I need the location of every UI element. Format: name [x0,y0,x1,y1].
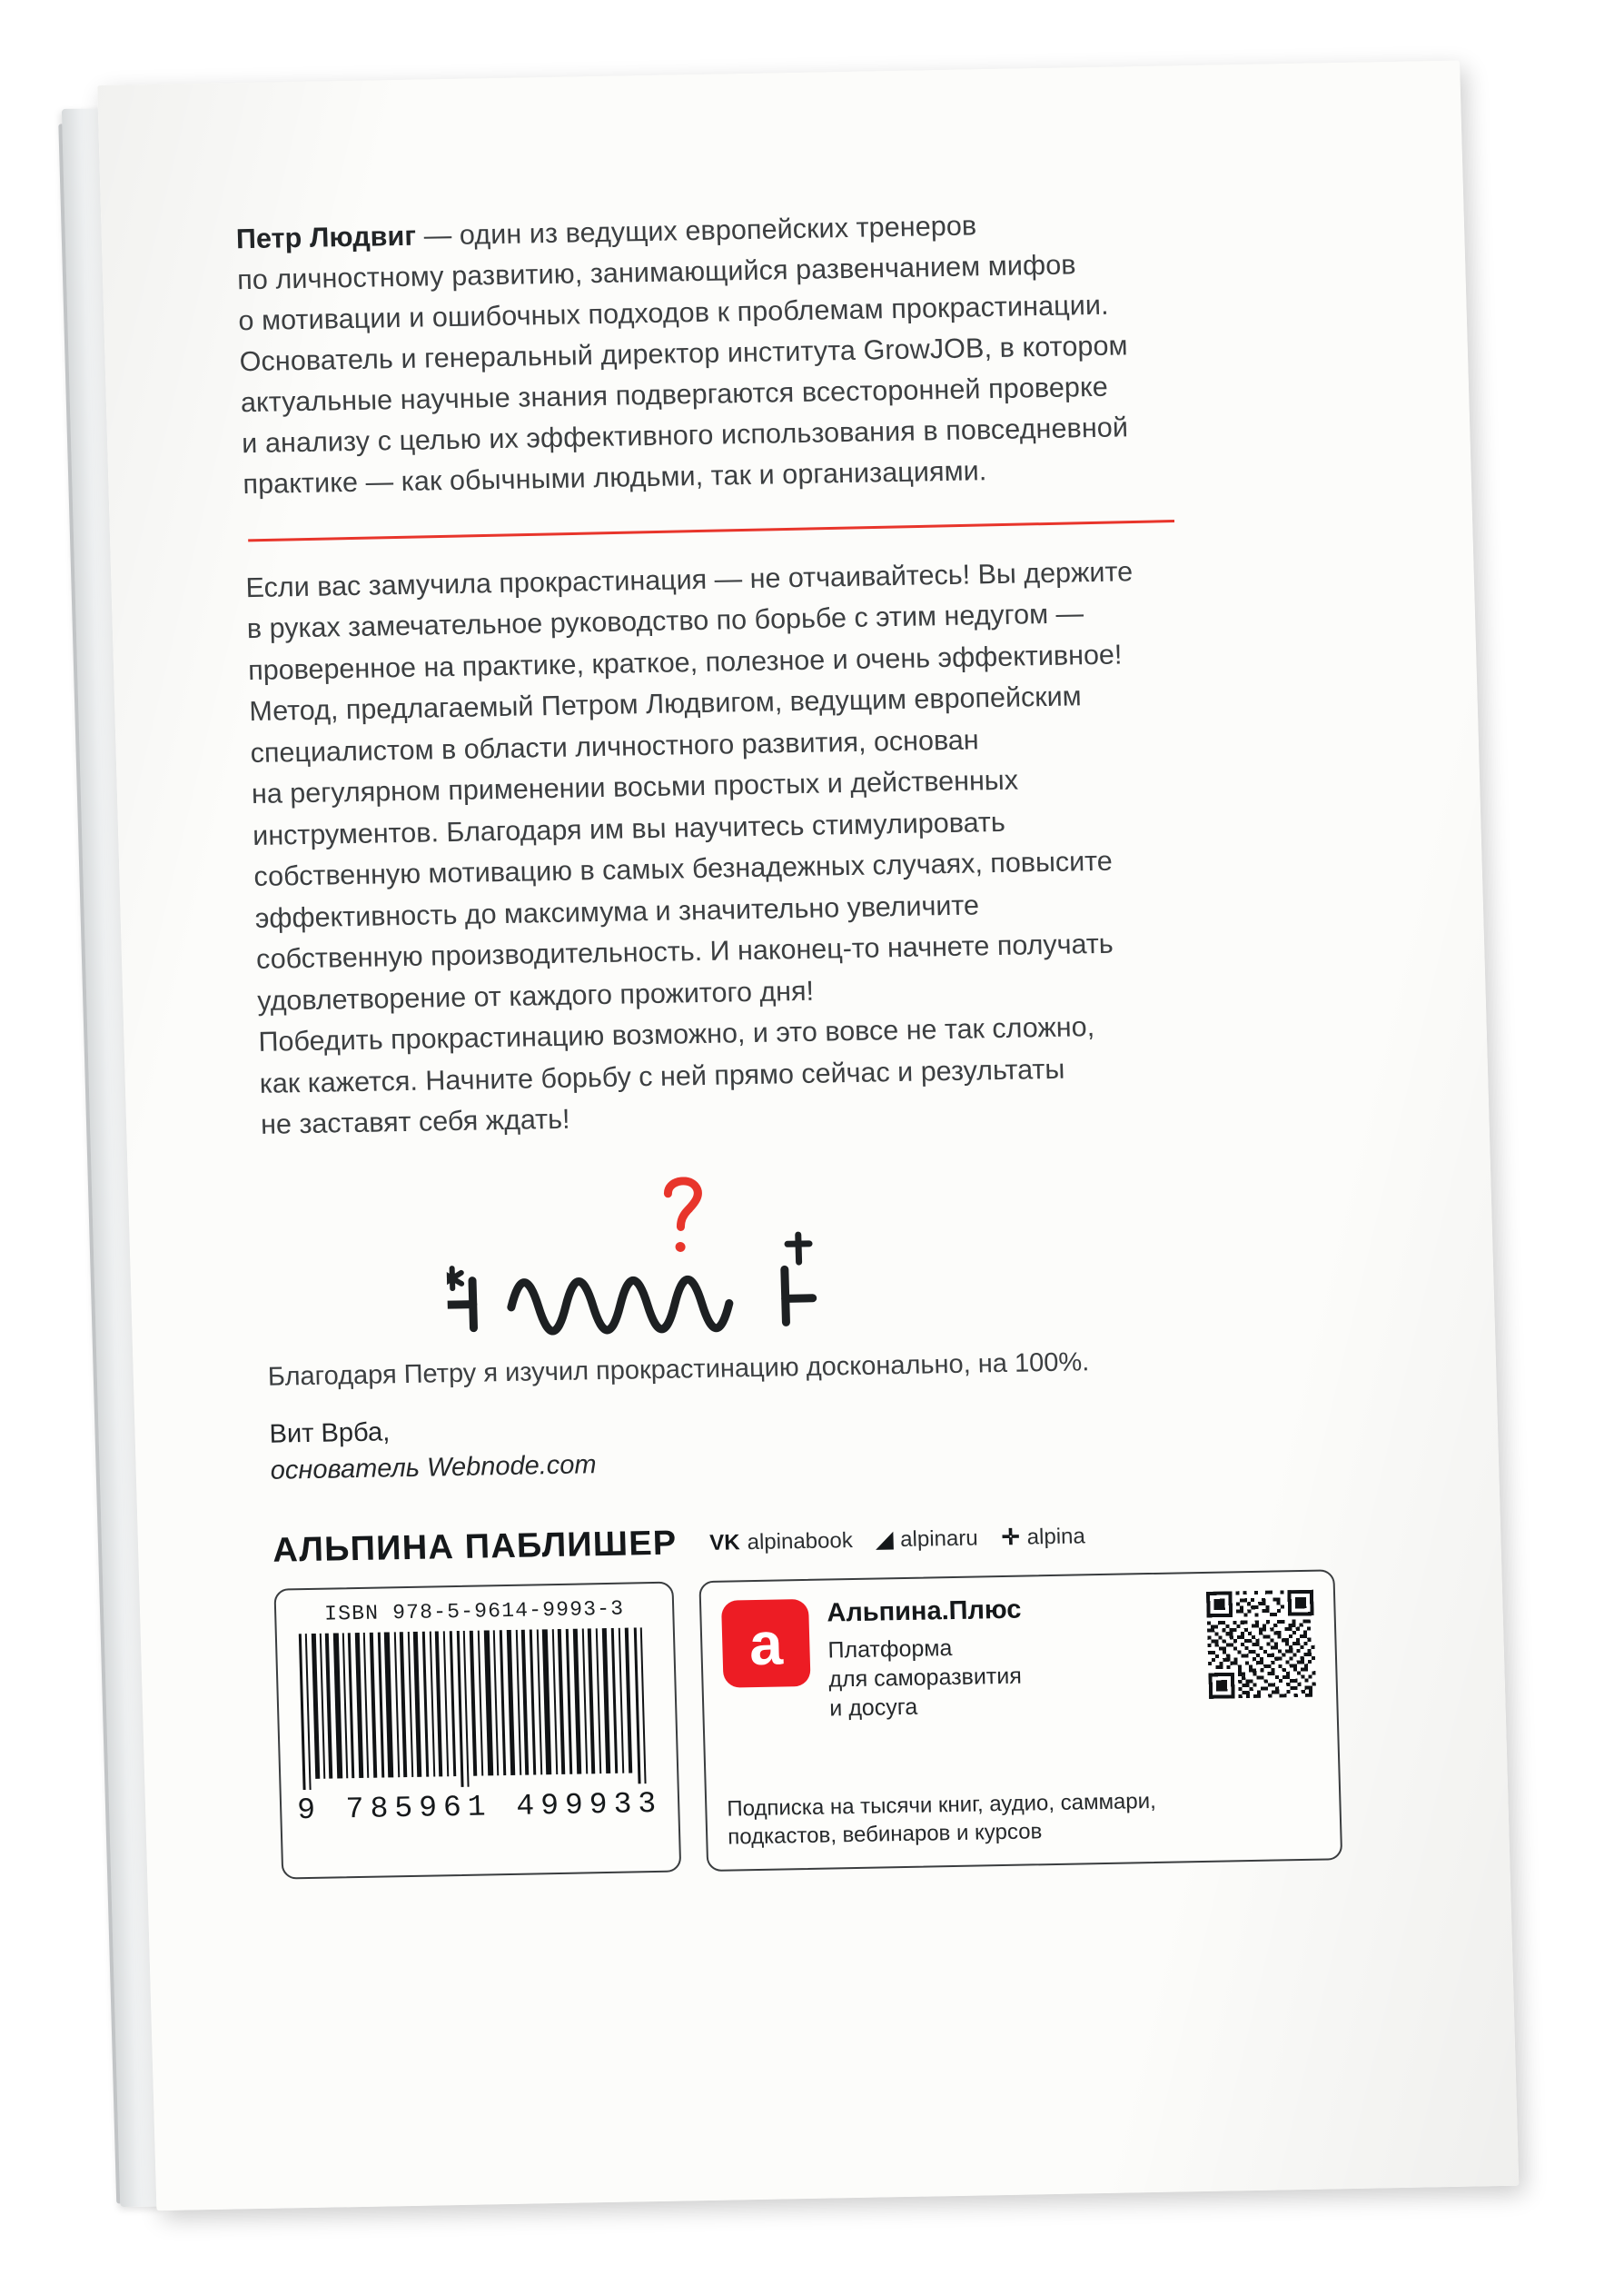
book-cover [97,61,1519,2211]
author-bio-text: — один из ведущих европейских тренеров по личностному развитию, занимающийся развенчанием мифов о мотивации и ошибочных подходов к проблемам прокрастинации. Основатель и генеральный директор института GrowJOB, в котором актуальные научные знания подвергаются всесторонней проверке и анализу с целью их эффективного использования в повседневной практике — как обычными людьми, так и организациями. [236,210,1129,501]
social-link-telegram[interactable] [876,1525,978,1553]
publisher-name: АЛЬПИНА ПАБЛИШЕР [272,1524,678,1570]
social-handle-alpina: alpina [1026,1523,1086,1549]
blurb-paragraph: Если вас замучила прокрастинация — не отчаивайтесь! Вы держите в руках замечательное руководство по борьбе с этим недугом — проверенное на практике, краткое, полезное и очень эффективное! Метод, предлагаемый Петром Людвигом, ведущим европейским специалистом в области личностного развития, основан на регулярном применении восьми простых и действенных инструментов. Благодаря им вы научитесь стимулировать собственную мотивацию в самых безнадежных случаях, повысите эффективность до максимума и значительно увеличите собственную производительность. И наконец-то начнете получать удовлетворение от каждого прожитого дня! Победить прокрастинацию возможно, и это вовсе не так сложно, как кажется. Начните борьбу с ней прямо сейчас и результаты не заставят себя ждать! [245,555,1134,1140]
social-handle-vk: alpinabook [747,1527,854,1555]
barcode-bars [295,1627,659,1790]
qr-code-icon[interactable] [1206,1590,1316,1699]
barcode-box [273,1582,681,1880]
publisher-row [272,1512,1359,1571]
squiggle-doodle [262,1165,1321,1352]
alpina-logo-icon [721,1599,811,1688]
author-name: Петр Людвиг [235,220,417,255]
alpina-logo-letter: a [748,1609,784,1678]
cover-text-content [235,200,1324,1488]
book-back-cover-photo [61,54,1546,2237]
cover-footer [272,1512,1368,1880]
alpina-plus-title: Альпина.Плюс [826,1595,1022,1628]
social-link-vk[interactable] [709,1528,853,1556]
author-bio-paragraph [235,200,1297,505]
vk-icon: VK [708,1529,741,1555]
alpina-plus-subtitle: Платформа для саморазвития и досуга [827,1635,1023,1722]
telegram-icon: ◢ [876,1526,894,1553]
social-link-alpina[interactable] [1001,1524,1085,1551]
cover-surface [97,61,1519,2211]
alpina-plus-note: Подписка на тысячи книг, аудио, саммари, подкастов, вебинаров и курсов [727,1788,1157,1850]
social-links [709,1524,1085,1556]
ean-digits: 9 785961 499933 [296,1786,663,1828]
red-divider-rule [248,520,1174,541]
endorsement-role: основатель Webnode.com [270,1449,597,1485]
alpina-plus-text [827,1595,1025,1724]
doodle-illustration [444,1170,1012,1348]
footer-boxes [273,1569,1367,1880]
alpina-plus-box [698,1569,1342,1872]
social-handle-telegram: alpinaru [899,1525,978,1552]
isbn-label: ISBN 978-5-9614-9993-3 [323,1596,625,1626]
endorsement-author: Вит Врба, [269,1416,391,1449]
endorsement-quote: Благодаря Петру я изучил прокрастинацию досконально, на 100%. [267,1346,1090,1392]
plus-circle-icon: ✛ [1001,1525,1021,1550]
